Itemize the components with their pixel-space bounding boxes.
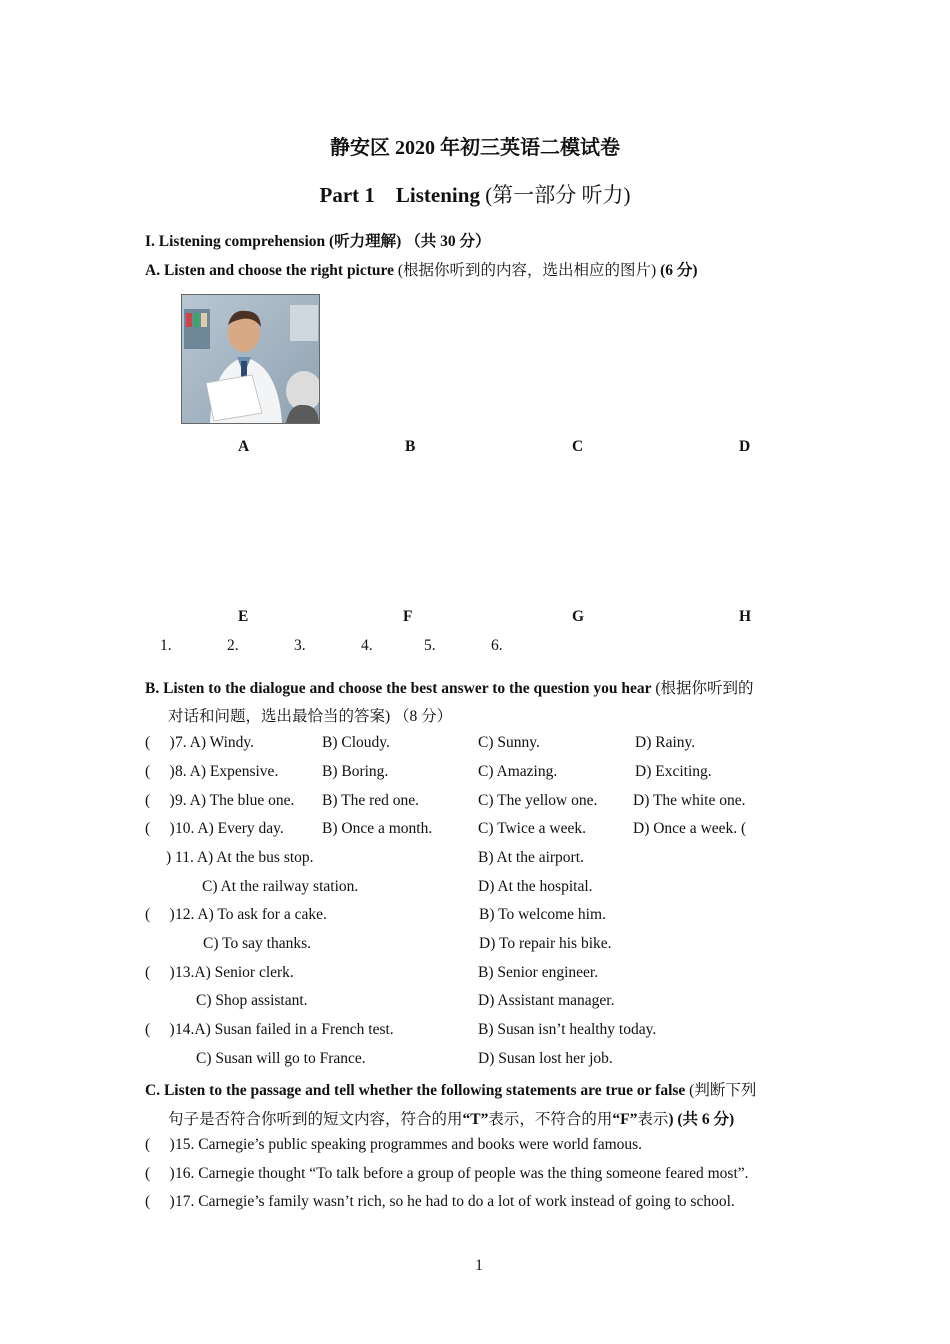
- section-a-heading-cn: (根据你听到的内容，选出相应的图片): [397, 262, 657, 279]
- section-c-true-mark: “T”: [462, 1111, 489, 1128]
- q17-statement: 17. Carnegie’s family wasn’t rich, so he had to do a lot of work instead of going to school.: [175, 1193, 735, 1210]
- q12-option-c: C) To say thanks.: [203, 935, 311, 952]
- q11-option-b: B) At the airport.: [478, 849, 584, 866]
- q10-option-b: B) Once a month.: [322, 820, 433, 837]
- q12-option-a: 12. A) To ask for a cake.: [175, 906, 327, 923]
- section-c-line2-part-a: 句子是否符合你听到的短文内容，符合的用: [168, 1111, 463, 1128]
- exam-title-text: 静安区 2020 年初三英语二模试卷: [330, 137, 620, 159]
- section-a-heading: [145, 258, 698, 280]
- q11-option-c: C) At the railway station.: [202, 878, 359, 895]
- part-title-cn: (第一部分 听力): [485, 183, 631, 207]
- section-c-line2-part-c: 表示: [637, 1111, 669, 1128]
- section-b-heading-en: B. Listen to the dialogue and choose the best answer to the question you hear: [145, 680, 652, 697]
- part-title-en: Part 1 Listening: [319, 183, 480, 207]
- q12-option-d: D) To repair his bike.: [479, 935, 612, 952]
- section-1-heading-text: I. Listening comprehension (听力理解) （共 30 分）: [145, 233, 491, 250]
- q7-option-c: C) Sunny.: [478, 734, 540, 751]
- page-number: 1: [475, 1257, 483, 1274]
- q8-option-d: D) Exciting.: [635, 763, 712, 780]
- picture-label-a: A: [238, 438, 250, 455]
- picture-label-e: E: [238, 608, 249, 625]
- q10-option-d: D) Once a week. (: [633, 820, 747, 837]
- q9-option-a: 9. A) The blue one.: [175, 792, 295, 809]
- answer-blank-8[interactable]: ( ): [145, 763, 175, 780]
- section-a-heading-en: A. Listen and choose the right picture: [145, 262, 395, 279]
- answer-number-5: 5.: [424, 637, 436, 654]
- section-c-heading-line2: [168, 1107, 734, 1129]
- picture-label-f: F: [403, 608, 413, 625]
- section-b-heading-line2-text: 对话和问题，选出最恰当的答案) （8 分）: [168, 708, 453, 725]
- answer-number-4: 4.: [361, 637, 373, 654]
- answer-blank-15[interactable]: ( ): [145, 1136, 175, 1153]
- question-7: [145, 734, 175, 752]
- q15-statement: 15. Carnegie’s public speaking programmes and books were world famous.: [175, 1136, 643, 1153]
- q14-option-d: D) Susan lost her job.: [478, 1050, 613, 1067]
- q9-option-d: D) The white one.: [633, 792, 746, 809]
- section-c-false-mark: “F”: [612, 1111, 638, 1128]
- exam-title: [0, 131, 950, 160]
- section-c-heading-cn: (判断下列: [689, 1082, 757, 1099]
- q14-option-a: 14.A) Susan failed in a French test.: [175, 1021, 394, 1038]
- q12-option-b: B) To welcome him.: [479, 906, 606, 923]
- q13-option-b: B) Senior engineer.: [478, 964, 599, 981]
- q7-option-a: 7. A) Windy.: [175, 734, 255, 751]
- q7-option-d: D) Rainy.: [635, 734, 696, 751]
- q13-option-d: D) Assistant manager.: [478, 992, 615, 1009]
- q9-option-c: C) The yellow one.: [478, 792, 598, 809]
- q16-statement: 16. Carnegie thought “To talk before a group of people was the thing someone feared most”.: [175, 1165, 749, 1182]
- part-title: [0, 179, 950, 209]
- section-1-heading: [145, 229, 490, 251]
- answer-number-1: 1.: [160, 637, 172, 654]
- q11-option-a: ) 11. A) At the bus stop.: [166, 849, 314, 866]
- answer-blank-9[interactable]: ( ): [145, 792, 175, 809]
- section-c-heading-en: C. Listen to the passage and tell whether the following statements are true or false: [145, 1082, 686, 1099]
- q13-option-a: 13.A) Senior clerk.: [175, 964, 294, 981]
- picture-label-c: C: [572, 438, 584, 455]
- section-b-heading: [145, 676, 754, 698]
- q14-option-b: B) Susan isn’t healthy today.: [478, 1021, 657, 1038]
- answer-number-3: 3.: [294, 637, 306, 654]
- answer-blank-13[interactable]: ( ): [145, 964, 175, 981]
- q7-option-b: B) Cloudy.: [322, 734, 390, 751]
- picture-label-h: H: [739, 608, 752, 625]
- section-b-heading-line2: [168, 704, 452, 726]
- answer-blank-7[interactable]: ( ): [145, 734, 175, 751]
- picture-label-g: G: [572, 608, 585, 625]
- answer-number-2: 2.: [227, 637, 239, 654]
- answer-blank-14[interactable]: ( ): [145, 1021, 175, 1038]
- q11-option-d: D) At the hospital.: [478, 878, 593, 895]
- answer-blank-17[interactable]: ( ): [145, 1193, 175, 1210]
- picture-label-b: B: [405, 438, 416, 455]
- q13-option-c: C) Shop assistant.: [196, 992, 308, 1009]
- q10-option-a: 10. A) Every day.: [175, 820, 284, 837]
- section-c-score: ) (共 6 分): [668, 1111, 735, 1128]
- section-b-heading-cn: (根据你听到的: [655, 680, 754, 697]
- q8-option-b: B) Boring.: [322, 763, 389, 780]
- q8-option-a: 8. A) Expensive.: [175, 763, 279, 780]
- answer-blank-12[interactable]: ( ): [145, 906, 175, 923]
- q9-option-b: B) The red one.: [322, 792, 419, 809]
- q14-option-c: C) Susan will go to France.: [196, 1050, 366, 1067]
- section-c-line2-part-b: 表示，不符合的用: [488, 1111, 613, 1128]
- section-a-score: (6 分): [660, 262, 698, 279]
- picture-label-d: D: [739, 438, 751, 455]
- answer-number-6: 6.: [491, 637, 503, 654]
- section-c-heading: [145, 1078, 756, 1100]
- answer-blank-10[interactable]: ( ): [145, 820, 175, 837]
- q8-option-c: C) Amazing.: [478, 763, 558, 780]
- answer-blank-16[interactable]: ( ): [145, 1165, 175, 1182]
- picture-a-doctor-image: [181, 294, 320, 424]
- q10-option-c: C) Twice a week.: [478, 820, 586, 837]
